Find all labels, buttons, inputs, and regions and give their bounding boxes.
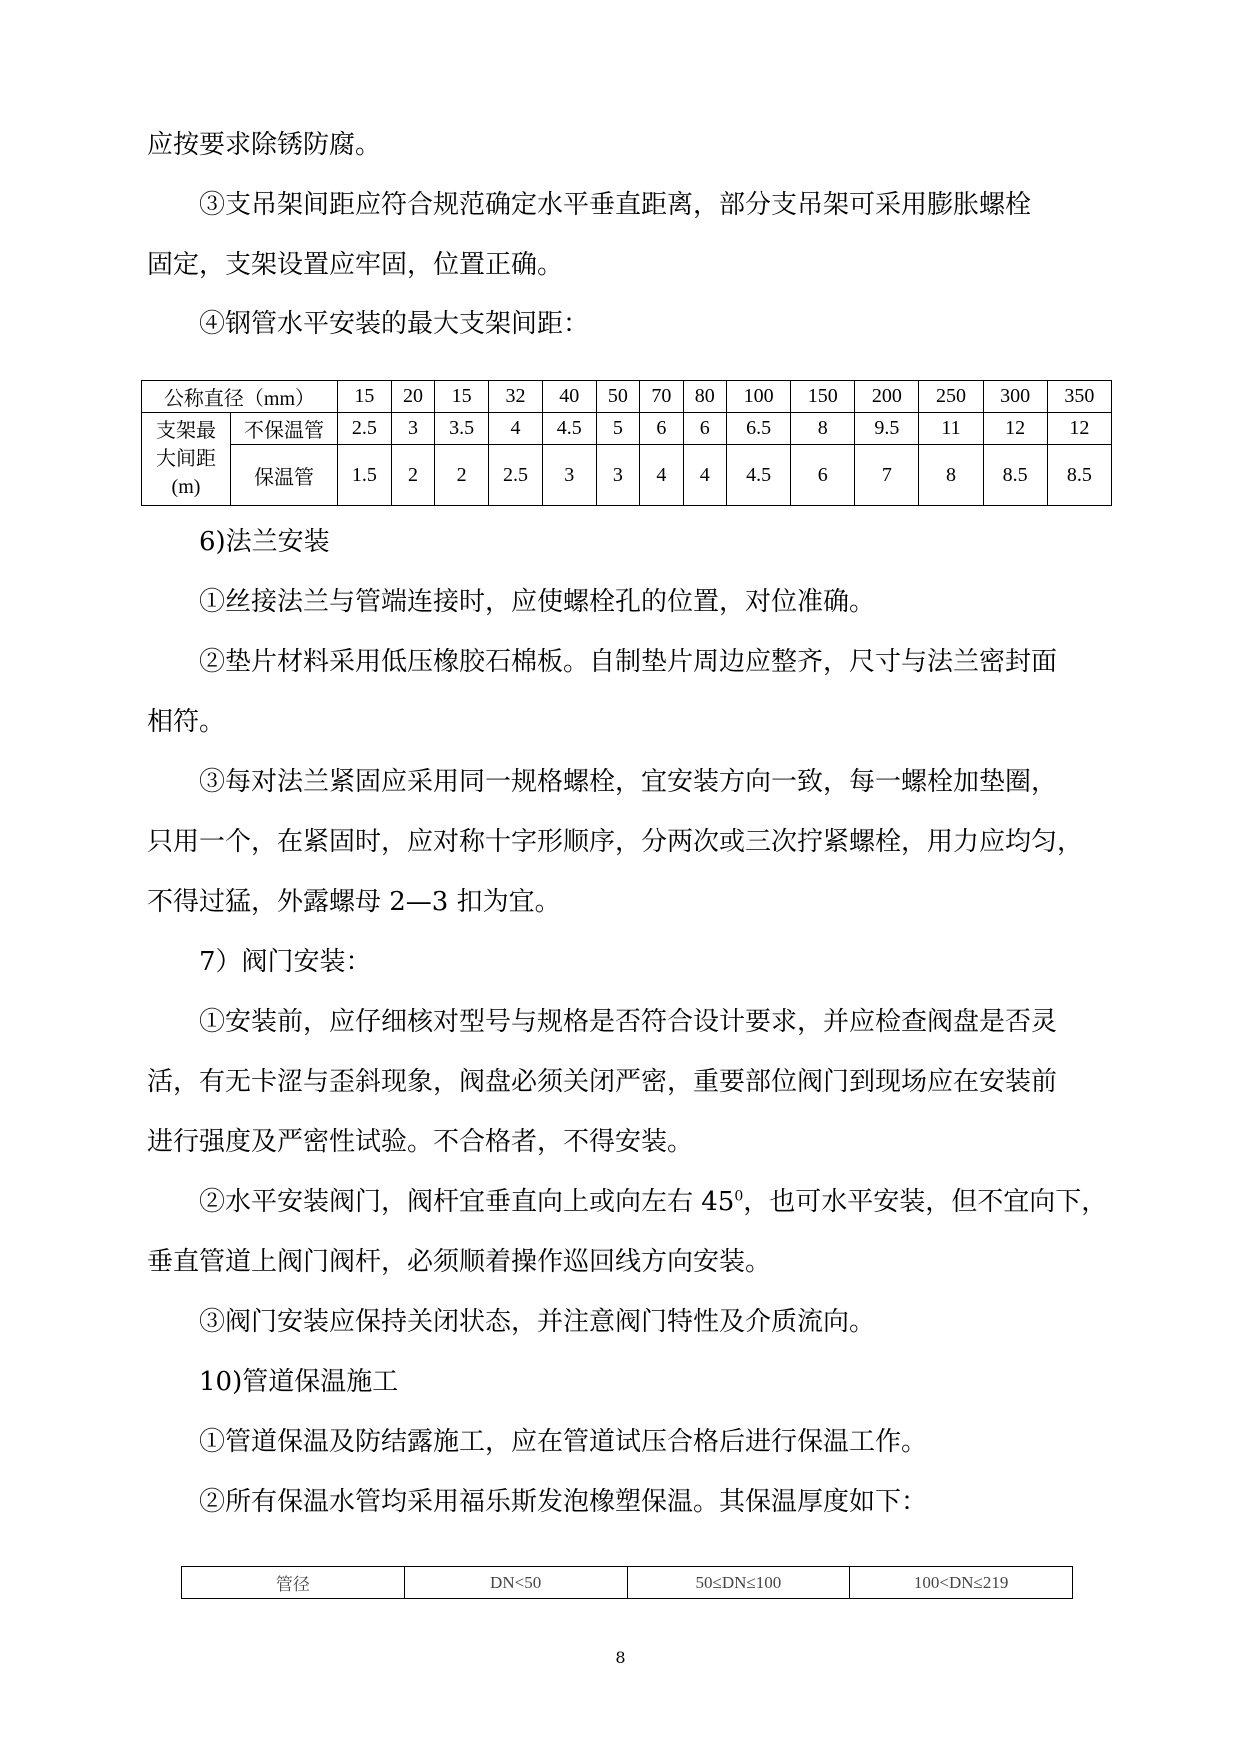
section-heading: 6)法兰安装 bbox=[199, 527, 330, 557]
table-cell: 4.5 bbox=[727, 445, 791, 506]
table-cell: 70 bbox=[640, 381, 683, 413]
paragraph: ③每对法兰紧固应采用同一规格螺栓，宜安装方向一致，每一螺栓加垫圈， bbox=[199, 767, 1058, 797]
table-cell: 350 bbox=[1047, 381, 1111, 413]
section-heading: 7）阀门安装： bbox=[199, 947, 372, 977]
paragraph: 固定，支架设置应牢固，位置正确。 bbox=[147, 250, 564, 280]
table-cell: 4 bbox=[683, 445, 726, 506]
table-cell: 5 bbox=[596, 413, 639, 445]
paragraph: ①安装前，应仔细核对型号与规格是否符合设计要求，并应检查阀盘是否灵 bbox=[199, 1007, 1058, 1037]
insulation-thickness-table bbox=[181, 1566, 1073, 1599]
table-header-cell: 50≤DN≤100 bbox=[627, 1567, 850, 1599]
paragraph: ②所有保温水管均采用福乐斯发泡橡塑保温。其保温厚度如下： bbox=[199, 1487, 928, 1517]
table-cell: 6 bbox=[683, 413, 726, 445]
table-cell: 300 bbox=[983, 381, 1047, 413]
table-cell: 8 bbox=[791, 413, 855, 445]
table-cell: 8 bbox=[919, 445, 983, 506]
table-cell: 80 bbox=[683, 381, 726, 413]
table-header-cell: DN<50 bbox=[404, 1567, 627, 1599]
paragraph-text: ，也可水平安装，但不宜向下， bbox=[743, 1187, 1108, 1217]
table-cell: 3 bbox=[596, 445, 639, 506]
table-cell: 2.5 bbox=[489, 445, 543, 506]
section-heading: 10)管道保温施工 bbox=[199, 1367, 399, 1397]
table-cell: 12 bbox=[1047, 413, 1111, 445]
table-cell: 200 bbox=[855, 381, 919, 413]
table-cell: 40 bbox=[542, 381, 596, 413]
group-label-line: 大间距 bbox=[156, 448, 216, 470]
paragraph: ②垫片材料采用低压橡胶石棉板。自制垫片周边应整齐，尺寸与法兰密封面 bbox=[199, 647, 1058, 677]
table-cell: 3 bbox=[542, 445, 596, 506]
table-cell: 15 bbox=[338, 381, 392, 413]
table-row bbox=[142, 413, 1112, 445]
support-spacing-table bbox=[141, 380, 1112, 506]
table-cell: 32 bbox=[489, 381, 543, 413]
group-label-line: 支架最 bbox=[156, 420, 216, 442]
paragraph: ③支吊架间距应符合规范确定水平垂直距离，部分支吊架可采用膨胀螺栓 bbox=[199, 190, 1032, 220]
table-cell: 1.5 bbox=[338, 445, 392, 506]
paragraph: ③阀门安装应保持关闭状态，并注意阀门特性及介质流向。 bbox=[199, 1307, 876, 1337]
table-row bbox=[142, 445, 1112, 506]
table-cell: 100 bbox=[727, 381, 791, 413]
table-cell: 3.5 bbox=[435, 413, 489, 445]
table-cell: 250 bbox=[919, 381, 983, 413]
table-cell: 2 bbox=[391, 445, 434, 506]
paragraph: 相符。 bbox=[147, 707, 226, 737]
table-cell: 4 bbox=[640, 445, 683, 506]
table-header-cell: 管径 bbox=[182, 1567, 405, 1599]
paragraph: 进行强度及严密性试验。不合格者，不得安装。 bbox=[147, 1127, 694, 1157]
paragraph: ①管道保温及防结露施工，应在管道试压合格后进行保温工作。 bbox=[199, 1427, 928, 1457]
row-label-cell: 不保温管 bbox=[231, 413, 338, 445]
table-cell: 11 bbox=[919, 413, 983, 445]
group-label-line: (m) bbox=[171, 476, 201, 498]
table-cell: 8.5 bbox=[1047, 445, 1111, 506]
table-cell: 4.5 bbox=[542, 413, 596, 445]
paragraph: 只用一个，在紧固时，应对称十字形顺序，分两次或三次拧紧螺栓，用力应均匀， bbox=[147, 827, 1084, 857]
paragraph: 活，有无卡涩与歪斜现象，阀盘必须关闭严密，重要部位阀门到现场应在安装前 bbox=[147, 1067, 1058, 1097]
table-cell: 4 bbox=[489, 413, 543, 445]
table-cell: 3 bbox=[391, 413, 434, 445]
table-cell: 9.5 bbox=[855, 413, 919, 445]
table-cell: 8.5 bbox=[983, 445, 1047, 506]
table-cell: 50 bbox=[596, 381, 639, 413]
table-cell: 20 bbox=[391, 381, 434, 413]
group-label-cell bbox=[142, 413, 231, 506]
table-cell: 6 bbox=[640, 413, 683, 445]
row-label-cell: 保温管 bbox=[231, 445, 338, 506]
table-cell: 150 bbox=[791, 381, 855, 413]
table-cell: 7 bbox=[855, 445, 919, 506]
table-cell: 15 bbox=[435, 381, 489, 413]
paragraph: 不得过猛，外露螺母 2—3 扣为宜。 bbox=[147, 887, 561, 917]
table-cell: 2 bbox=[435, 445, 489, 506]
table-row bbox=[142, 381, 1112, 413]
table-cell: 12 bbox=[983, 413, 1047, 445]
paragraph: 垂直管道上阀门阀杆，必须顺着操作巡回线方向安装。 bbox=[147, 1247, 772, 1277]
paragraph: ④钢管水平安装的最大支架间距： bbox=[199, 309, 590, 339]
table-cell: 6.5 bbox=[727, 413, 791, 445]
table-row bbox=[182, 1567, 1073, 1599]
table-header-cell: 公称直径（mm） bbox=[142, 381, 338, 413]
paragraph bbox=[199, 1185, 1107, 1219]
table-cell: 6 bbox=[791, 445, 855, 506]
table-header-cell: 100<DN≤219 bbox=[850, 1567, 1073, 1599]
table-cell: 2.5 bbox=[338, 413, 392, 445]
page-number: 8 bbox=[615, 1648, 626, 1667]
paragraph-text: ②水平安装阀门，阀杆宜垂直向上或向左右 45 bbox=[199, 1187, 735, 1217]
paragraph: 应按要求除锈防腐。 bbox=[147, 130, 382, 160]
degree-superscript: 0 bbox=[734, 1188, 744, 1205]
paragraph: ①丝接法兰与管端连接时，应使螺栓孔的位置，对位准确。 bbox=[199, 587, 876, 617]
